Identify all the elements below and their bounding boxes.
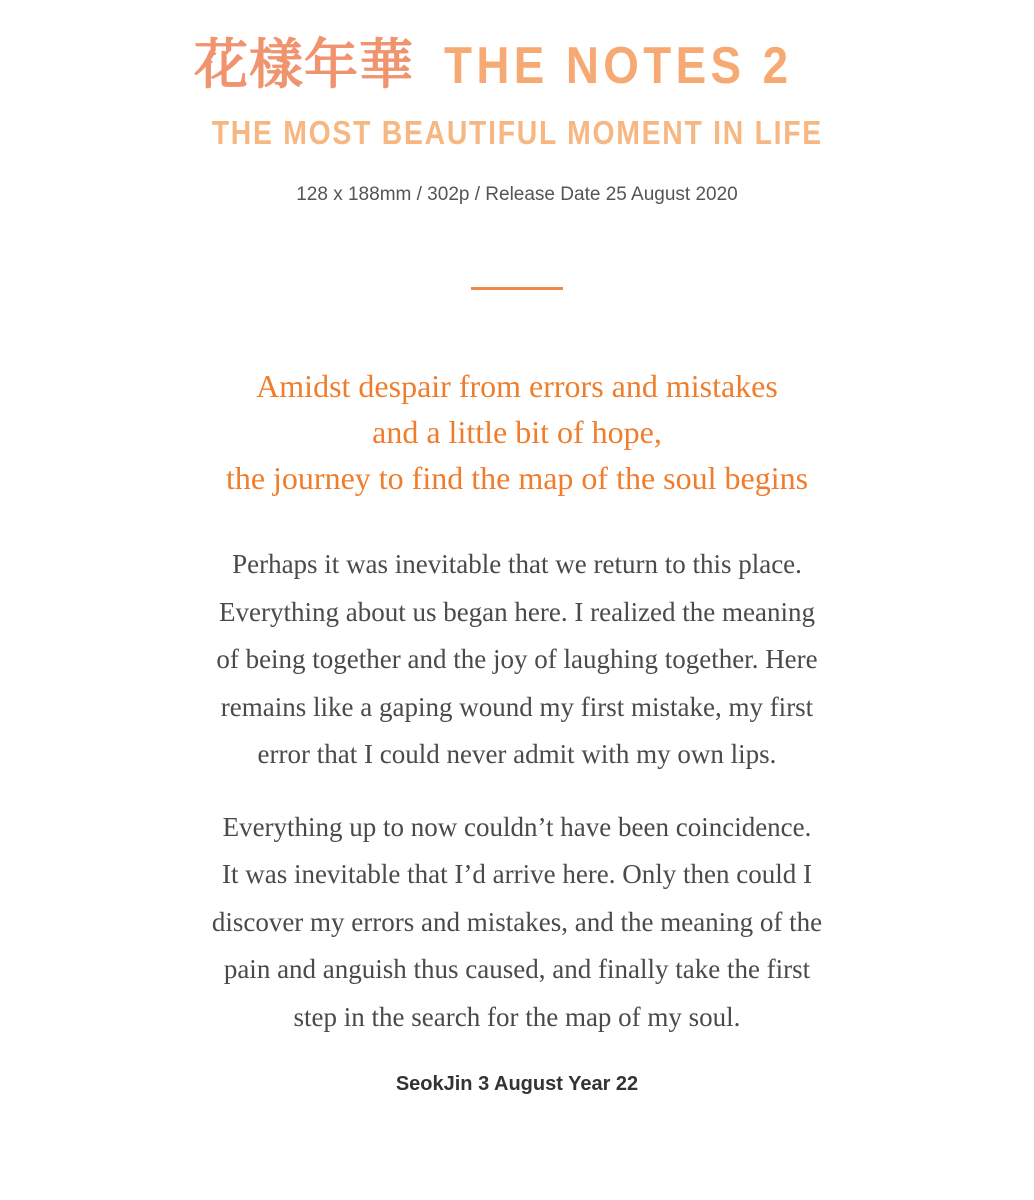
excerpt-line: Everything up to now couldn’t have been coincidence. (222, 811, 812, 842)
excerpt-line: error that I could never admit with my own lips. (257, 739, 777, 769)
title-latin: THE NOTES 2 (444, 37, 793, 95)
excerpt-line: of being together and the joy of laughing together. Here (216, 644, 818, 674)
headline-line: the journey to find the map of the soul begins (225, 460, 809, 496)
excerpt-line: discover my errors and mistakes, and the meaning of the (211, 906, 823, 937)
divider (471, 287, 563, 290)
headline-line: and a little bit of hope, (372, 414, 662, 450)
excerpt-line: step in the search for the map of my soul. (293, 1001, 741, 1032)
excerpt-line: Perhaps it was inevitable that we return to this place. (232, 549, 802, 579)
excerpt-paragraph-1 (117, 541, 917, 779)
headline (117, 363, 917, 501)
excerpt-line: pain and anguish thus caused, and finally take the first (223, 954, 811, 984)
excerpt-line: It was inevitable that I’d arrive here. Only then could I (221, 859, 813, 889)
headline-line: Amidst despair from errors and mistakes (256, 368, 778, 404)
book-title (194, 30, 840, 101)
excerpt-line: remains like a gaping wound my first mistake, my first (220, 691, 814, 722)
book-specs: 128 x 188mm / 302p / Release Date 25 August 2020 (296, 184, 738, 205)
excerpt-paragraph-2 (117, 804, 917, 1042)
title-cjk: 花樣年華 (194, 33, 415, 96)
excerpt-line: Everything about us began here. I realized the meaning (218, 596, 816, 627)
book-subtitle: THE MOST BEAUTIFUL MOMENT IN LIFE (211, 114, 823, 151)
signature: SeokJin 3 August Year 22 (395, 1073, 639, 1095)
